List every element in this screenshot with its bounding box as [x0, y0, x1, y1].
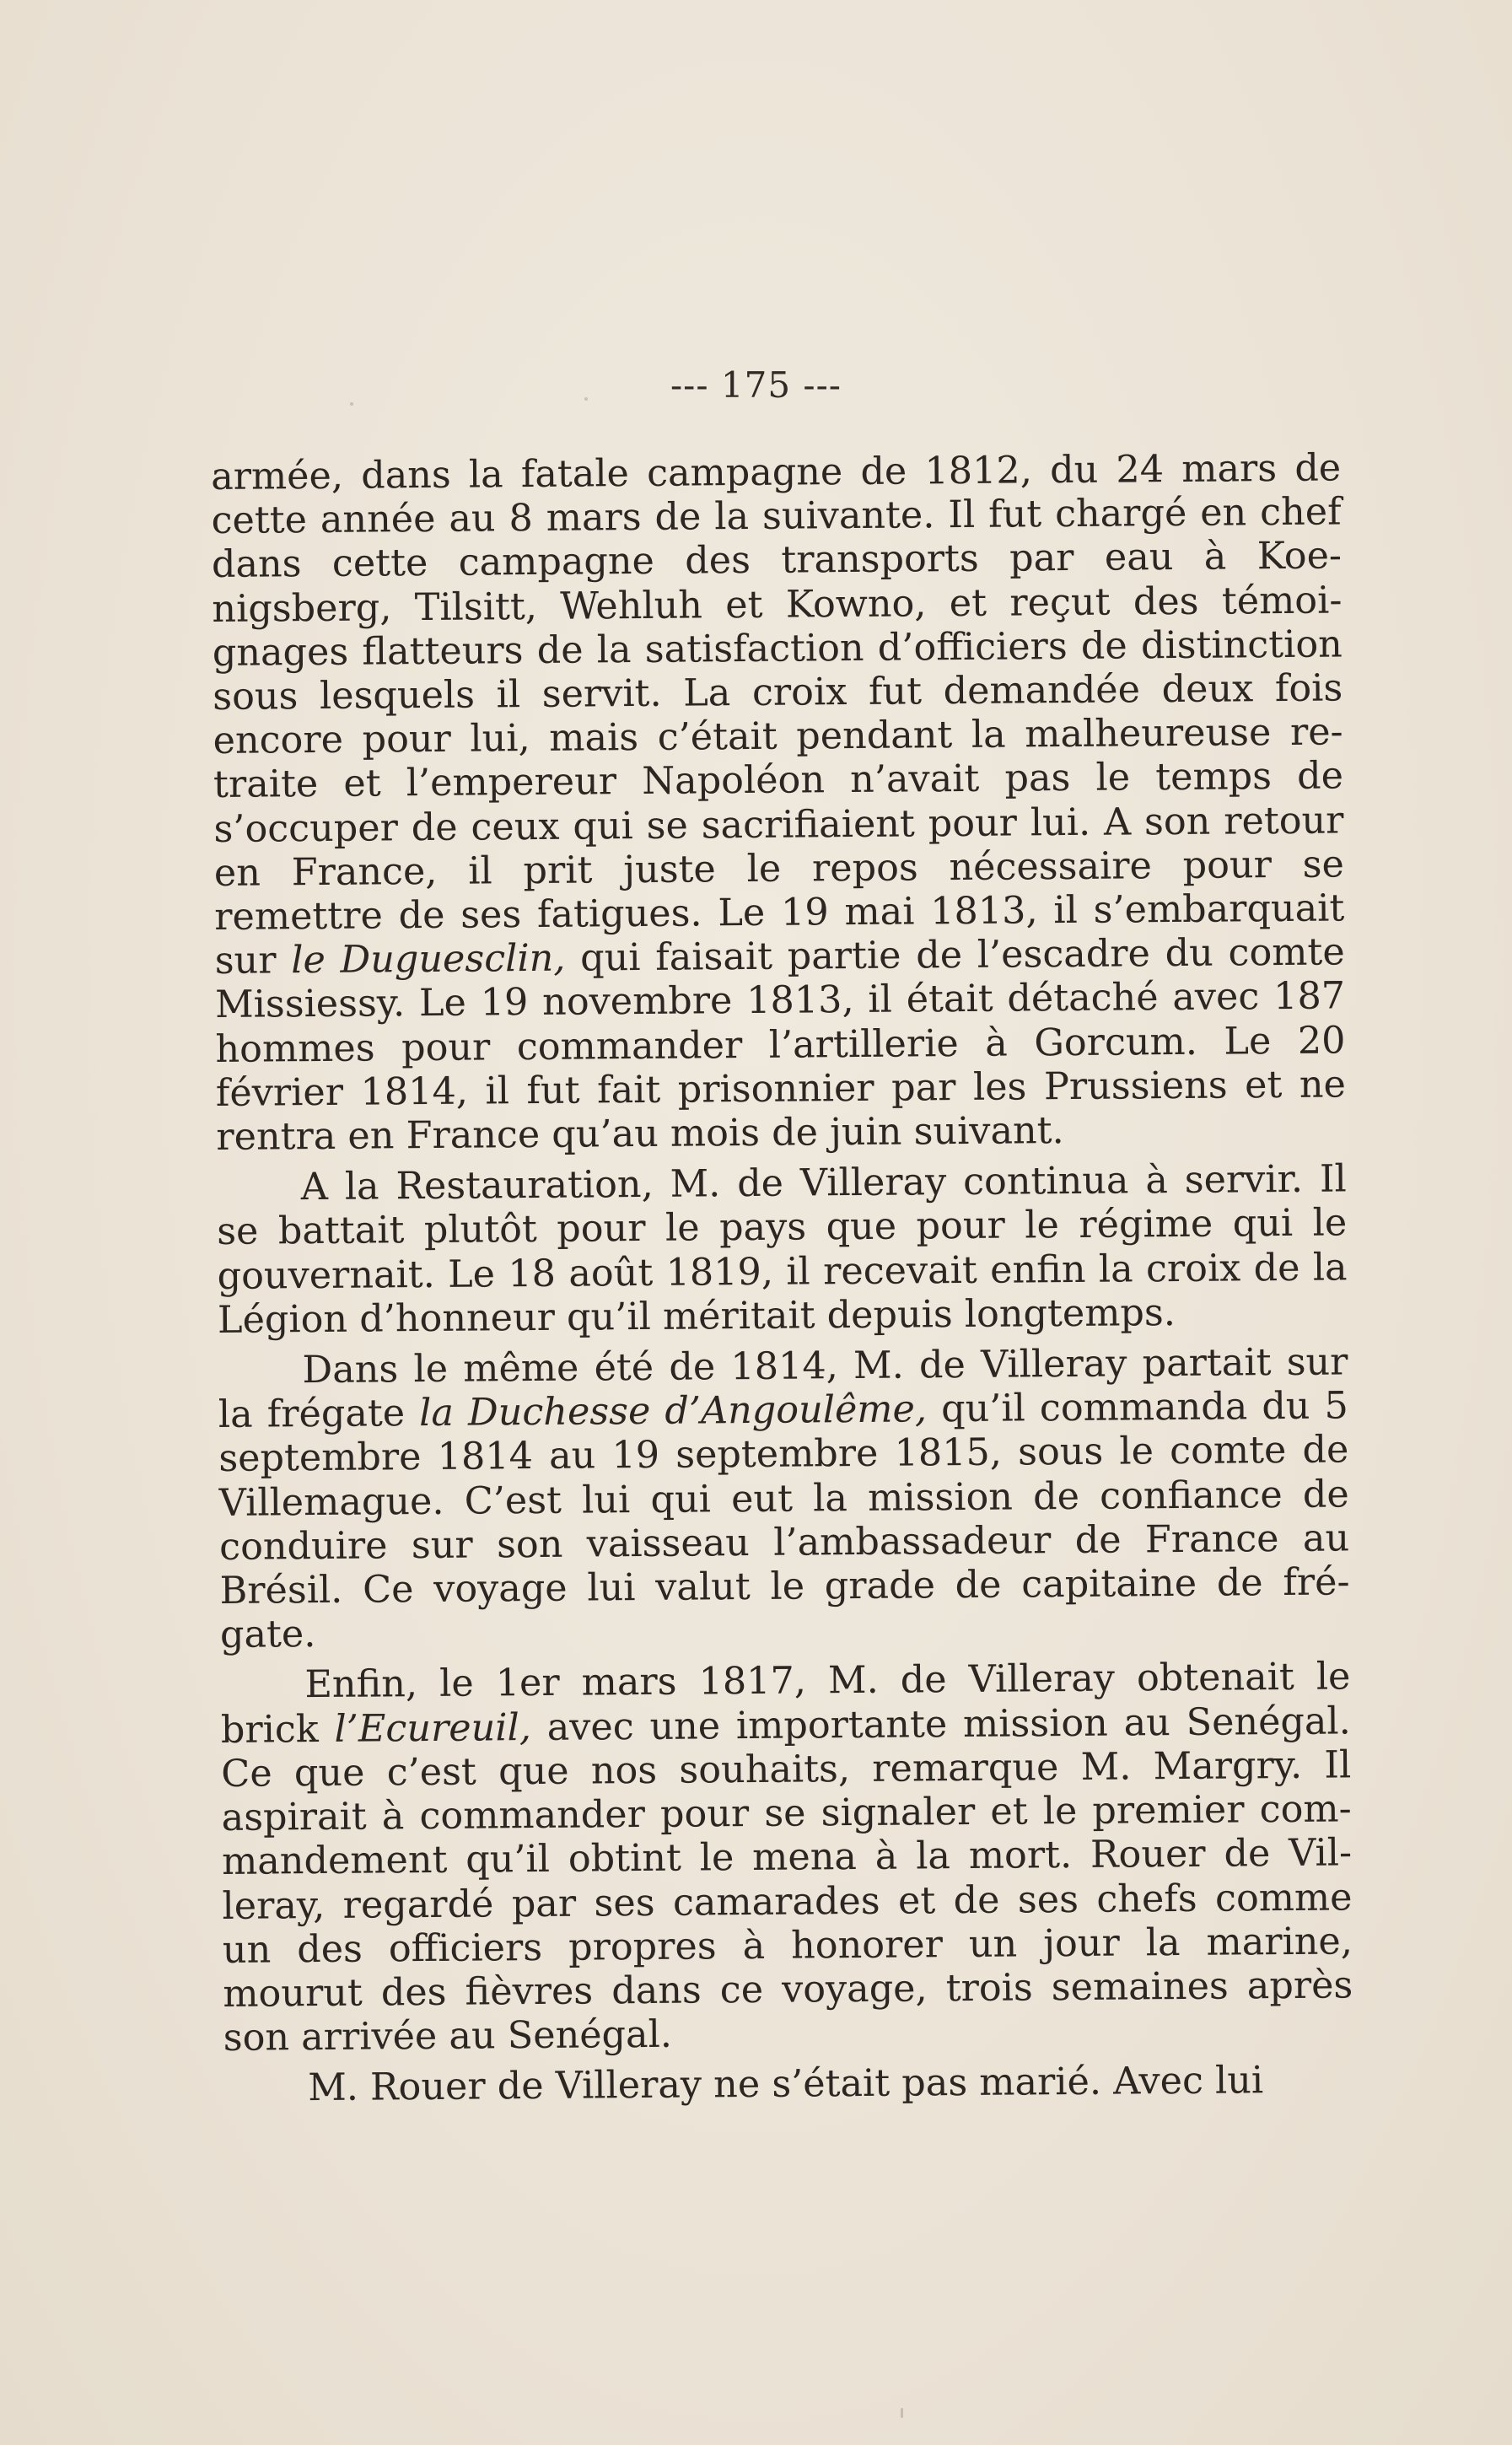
paragraph [220, 1656, 1353, 2060]
text-run: A la Restauration, M. de Villeray continua à servir. Il se battait plutôt pour le pays que pour le régime qui le gouvernait. Le 18 août 1819, il recevait enfin la croix de la Légion d’honneur qu’il méritait depuis longtemps. [217, 1157, 1348, 1342]
ship-name-italic: le Duguesclin, [291, 936, 566, 983]
body-text [211, 446, 1353, 2111]
text-run: avec une importante mission au Senégal. Ce que c’est que nos souhaits, remarque M. Margry. Il aspirait à commander pour se signaler et le premier commandement qu’il obtint le mena à la mort. Rouer de Villeray, regardé par ses camarades et de ses chefs comme un des officiers propres à honorer un jour la marine, mourut des fièvres dans ce voyage, trois semaines après son arrivée au Senégal. [221, 1699, 1353, 2060]
text-run: Dans le même été de 1814, M. de Villeray partait sur la frégate [218, 1340, 1348, 1437]
text-run: qui faisait partie de l’escadre du comte Missiessy. Le 19 novembre 1813, il était détaché avec 187 hommes pour commander l’artillerie à Gorcum. Le 20 février 1814, il fut fait prisonnier par les Prussiens et ne rentra en France qu’au mois de juin suivant. [214, 930, 1347, 1160]
paragraph [211, 446, 1347, 1160]
paper-speck [901, 2408, 903, 2418]
text-run: Enfin, le 1er mars 1817, M. de Villeray obtenait le brick [220, 1655, 1351, 1752]
paragraph [217, 1158, 1348, 1343]
text-run: armée, dans la fatale campagne de 1812, du 24 mars de cette année au 8 mars de la suivante. Il fut chargé en chef dans cette campagne des transports par eau à Koenigsberg, Tilsitt, Wehluh et Kowno, et reçut des témoignages flatteurs de la satisfaction d’officiers de distinction sous lesquels il servit. La croix fut demandée deux fois encore pour lui, mais c’était pendant la malheureuse retraite et l’empereur Napoléon n’avait pas le temps de s’occuper de ceux qui se sacrifiaient pour lui. A son retour en France, il prit juste le repos nécessaire pour se remettre de ses fatigues. Le 19 mai 1813, il s’embarquait sur [211, 446, 1345, 983]
ship-name-italic: la Duchesse d’Angoulême, [418, 1387, 928, 1435]
paragraph [218, 1341, 1350, 1658]
page-number: --- 175 --- [670, 364, 842, 406]
paragraph [223, 2059, 1353, 2112]
text-run: qu’il commanda du 5 septembre 1814 au 19 septembre 1815, sous le comte de Villemague. C’est lui qui eut la mission de confiance de conduire sur son vaisseau l’ambassadeur de France au Brésil. Ce voyage lui valut le grade de capitaine de frégate. [218, 1384, 1350, 1657]
text-run: M. Rouer de Villeray ne s’était pas marié. Avec lui [308, 2059, 1264, 2110]
ship-name-italic: l’Ecureuil, [334, 1705, 532, 1751]
